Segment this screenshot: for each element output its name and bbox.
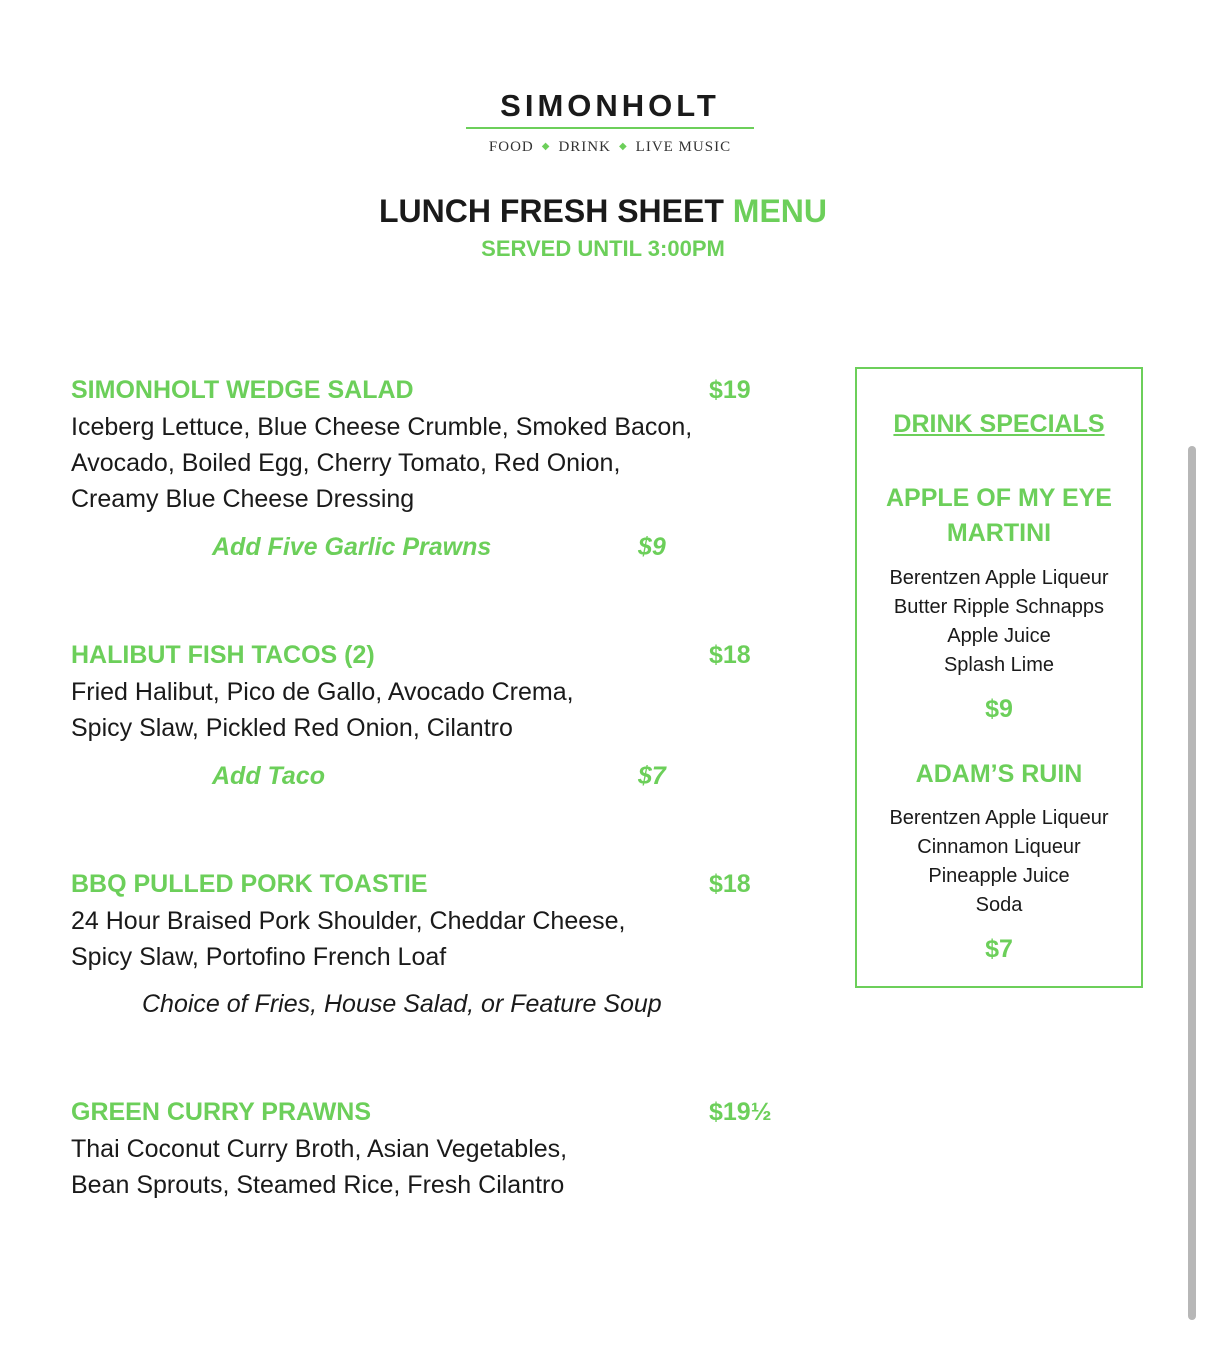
drink-ingredient: Soda	[975, 894, 1023, 916]
addon-label: Add Taco	[212, 762, 325, 790]
addon-label: Add Five Garlic Prawns	[212, 533, 492, 561]
drink-name-line: MARTINI	[946, 519, 1052, 547]
item-name: HALIBUT FISH TACOS (2)	[71, 641, 375, 669]
tagline-food: FOOD	[488, 139, 534, 155]
drink-ingredients	[857, 804, 1141, 920]
logo-tagline	[466, 137, 754, 159]
drink-ingredient: Berentzen Apple Liqueur	[889, 807, 1109, 829]
drink-ingredients	[857, 564, 1141, 680]
item-price: $19	[709, 376, 751, 404]
drink-name-apple-of-my-eye	[857, 481, 1141, 551]
item-price: $19½	[709, 1098, 772, 1126]
item-description-line: Avocado, Boiled Egg, Cherry Tomato, Red Onion,	[71, 449, 621, 477]
page-subtitle: SERVED UNTIL 3:00PM	[481, 236, 725, 261]
drink-ingredient: Cinnamon Liqueur	[917, 836, 1081, 858]
page-title	[0, 192, 1206, 230]
drink-ingredient: Butter Ripple Schnapps	[893, 596, 1105, 618]
item-description-line: Iceberg Lettuce, Blue Cheese Crumble, Smoked Bacon,	[71, 413, 693, 441]
drink-name-adams-ruin	[857, 757, 1141, 792]
title-accent: MENU	[732, 193, 827, 229]
drink-ingredient: Pineapple Juice	[928, 865, 1070, 887]
tagline-drink: DRINK	[558, 139, 611, 155]
drink-price: $7	[985, 935, 1013, 963]
drink-name-line: APPLE OF MY EYE	[886, 484, 1112, 512]
drink-ingredient: Splash Lime	[943, 654, 1055, 676]
addon-price: $9	[638, 533, 666, 561]
drink-ingredient: Berentzen Apple Liqueur	[889, 567, 1109, 589]
item-description-line: Spicy Slaw, Portofino French Loaf	[71, 943, 447, 971]
logo-divider	[466, 127, 754, 129]
scrollbar-thumb[interactable]	[1188, 446, 1196, 1320]
item-description	[71, 674, 811, 746]
item-description	[71, 903, 811, 975]
logo	[466, 88, 754, 159]
item-price: $18	[709, 870, 751, 898]
item-description-line: Thai Coconut Curry Broth, Asian Vegetables,	[71, 1135, 568, 1163]
item-description-line: Bean Sprouts, Steamed Rice, Fresh Cilantro	[71, 1171, 565, 1199]
tagline-live-music: LIVE MUSIC	[635, 139, 732, 155]
item-price: $18	[709, 641, 751, 669]
diamond-icon: ◆	[541, 141, 551, 152]
drink-price: $9	[985, 695, 1013, 723]
item-description-line: 24 Hour Braised Pork Shoulder, Cheddar Cheese,	[71, 907, 626, 935]
title-main: LUNCH FRESH SHEET	[378, 193, 733, 229]
item-description-line: Spicy Slaw, Pickled Red Onion, Cilantro	[71, 714, 513, 742]
drink-specials-heading: DRINK SPECIALS	[893, 410, 1105, 438]
item-description-line: Creamy Blue Cheese Dressing	[71, 485, 415, 513]
item-name: BBQ PULLED PORK TOASTIE	[71, 870, 428, 898]
drink-name-line: ADAM’S RUIN	[915, 760, 1083, 788]
addon-price: $7	[638, 762, 666, 790]
logo-wordmark: SIMONHOLT	[500, 88, 720, 123]
drink-specials-box	[855, 367, 1143, 988]
item-name: GREEN CURRY PRAWNS	[71, 1098, 372, 1126]
item-description-line: Fried Halibut, Pico de Gallo, Avocado Crema,	[71, 678, 574, 706]
item-name: SIMONHOLT WEDGE SALAD	[71, 376, 414, 404]
item-description	[71, 409, 811, 517]
diamond-icon: ◆	[618, 141, 628, 152]
side-choice-note: Choice of Fries, House Salad, or Feature Soup	[142, 990, 662, 1018]
drink-ingredient: Apple Juice	[947, 625, 1051, 647]
item-description	[71, 1131, 811, 1203]
